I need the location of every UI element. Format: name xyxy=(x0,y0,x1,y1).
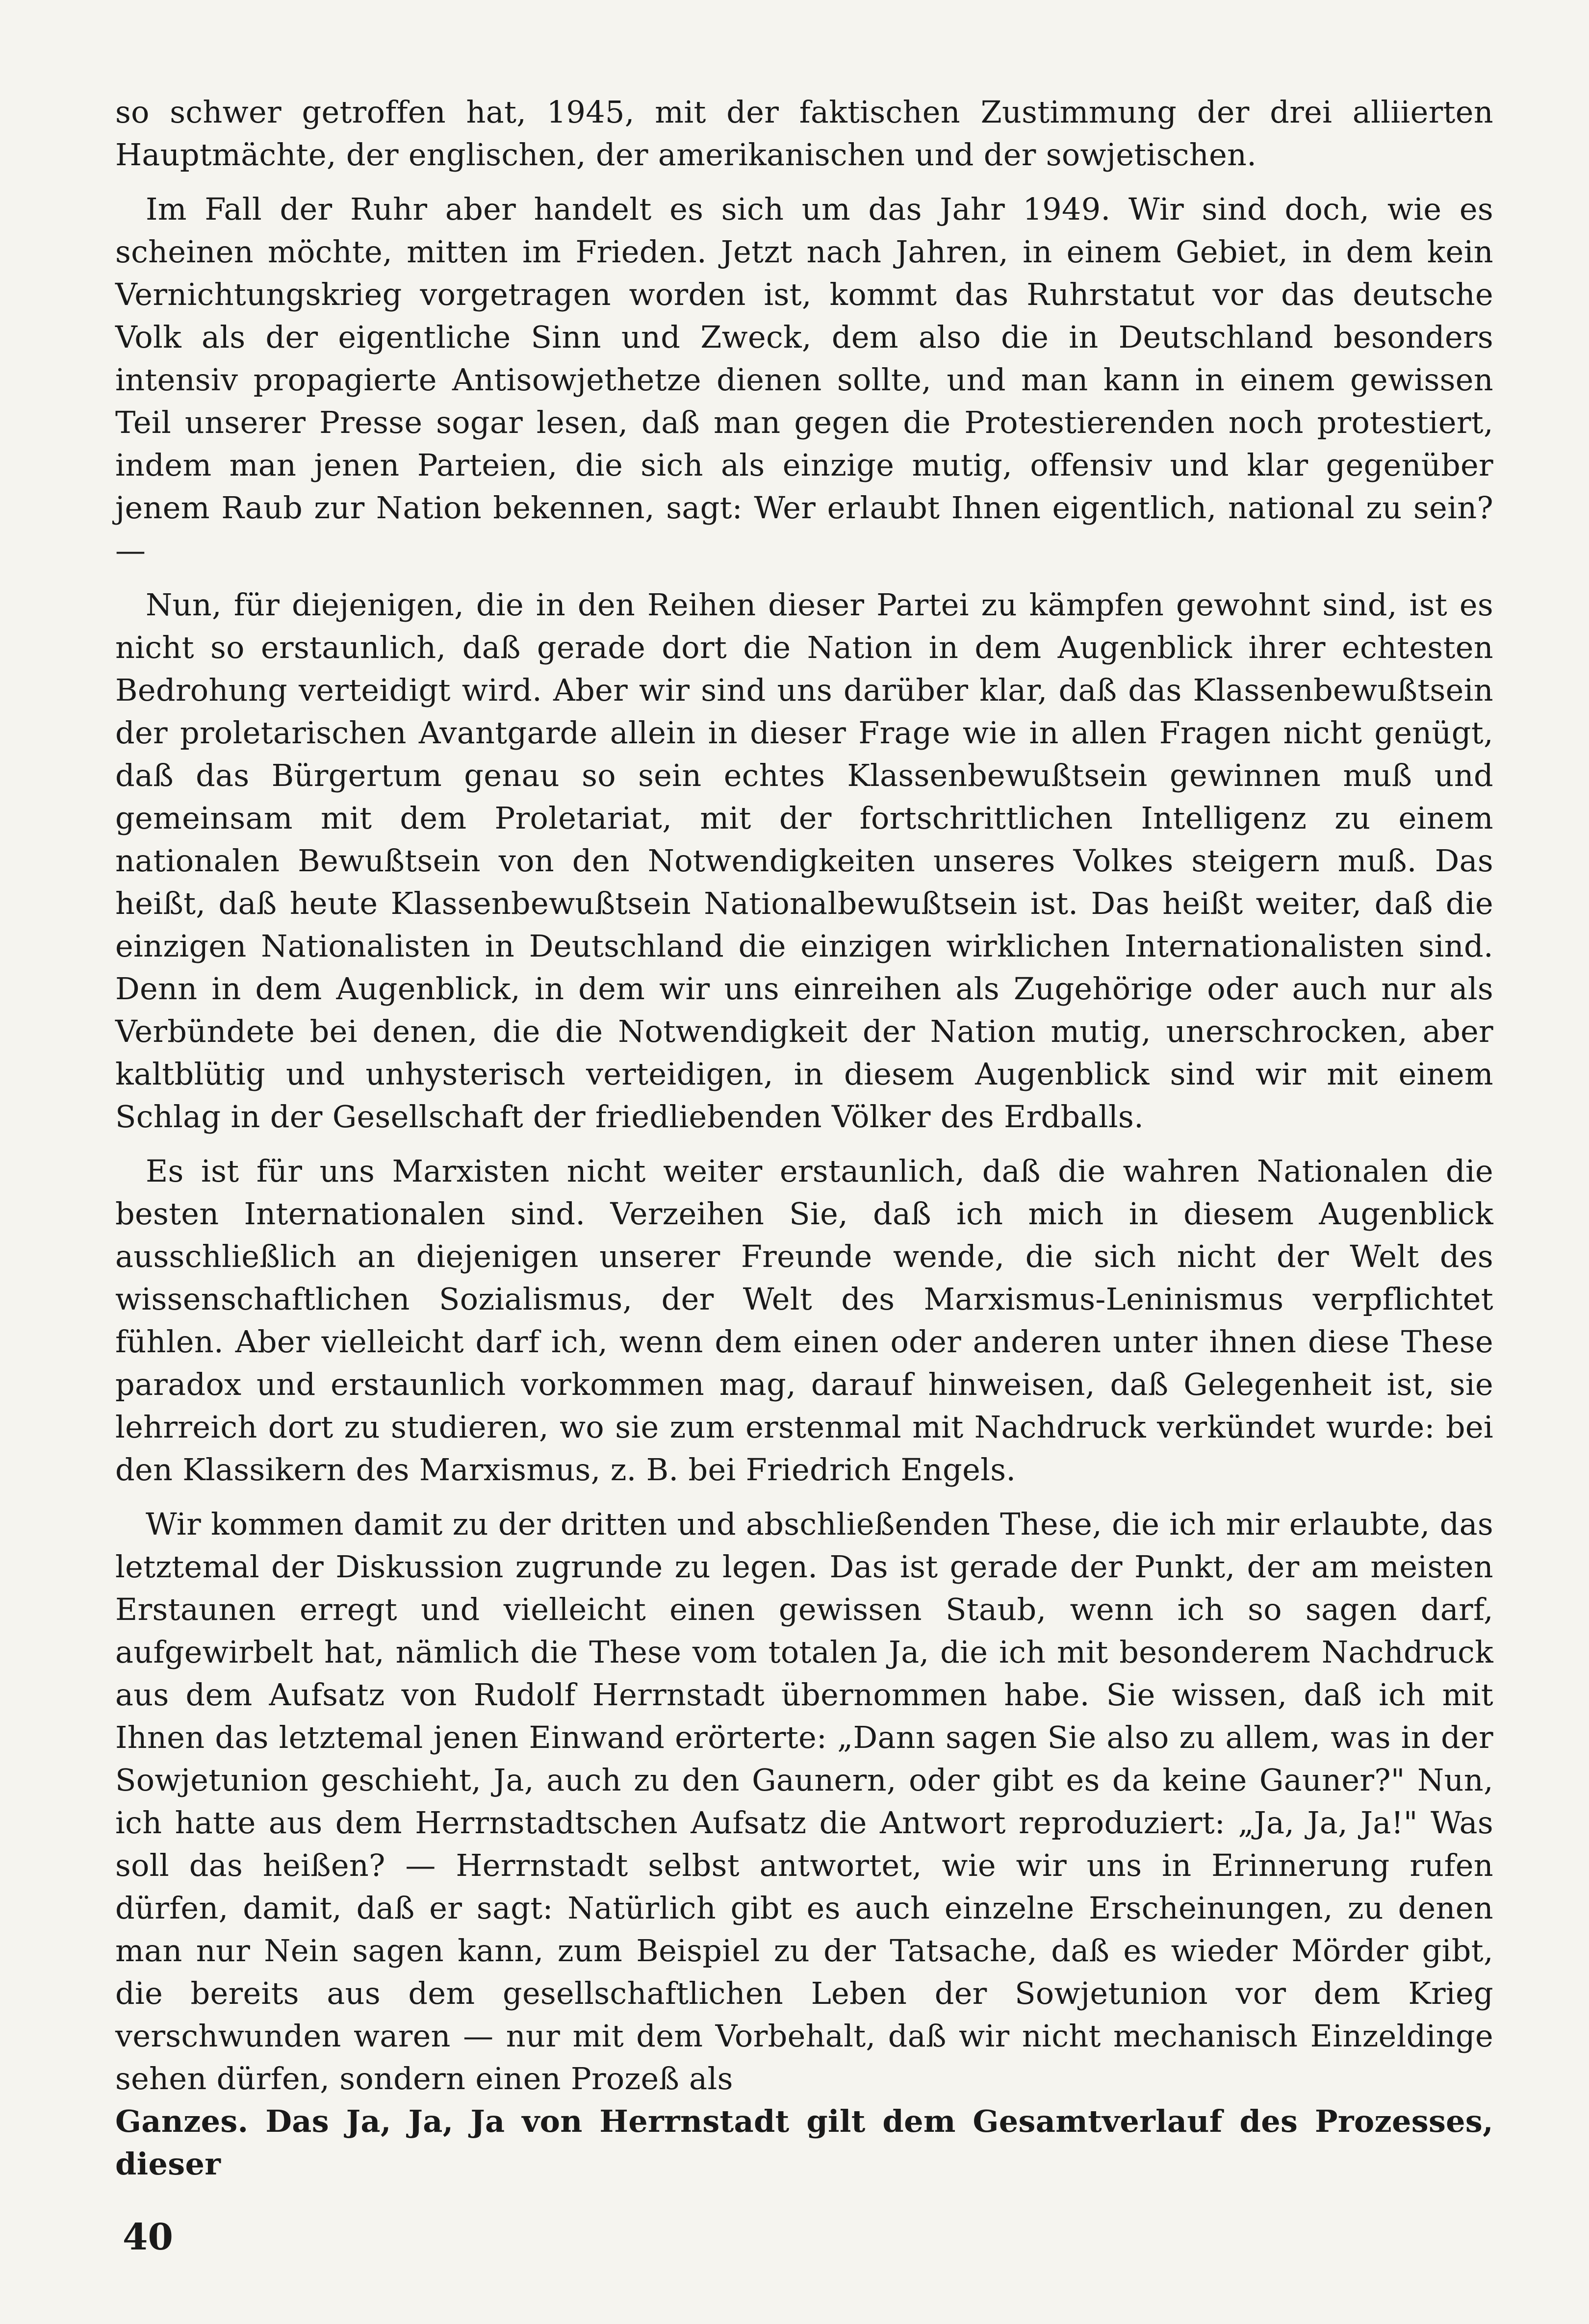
page-body xyxy=(115,91,1493,2197)
paragraph-1: so schwer getroffen hat, 1945, mit der faktischen Zustimmung der drei alliierten Hauptmächte, der englischen, der amerikanischen und der sowjetischen. xyxy=(115,94,1493,173)
paragraph-4: Es ist für uns Marxisten nicht weiter erstaunlich, daß die wahren Nationalen die besten Internationalen sind. Verzeihen Sie, daß ich mich in diesem Augenblick ausschließlich an diejenigen unserer Freunde wende, die sich nicht der Welt des wissenschaftlichen Sozialismus, der Welt des Marxismus-Leninismus verpflichtet fühlen. Aber vielleicht darf ich, wenn dem einen oder anderen unter ihnen diese These paradox und erstaunlich vorkommen mag, darauf hinweisen, daß Gelegenheit ist, sie lehrreich dort zu studieren, wo sie zum erstenmal mit Nachdruck verkündet wurde: bei den Klassikern des Marxismus, z. B. bei Friedrich Engels. xyxy=(115,1153,1493,1488)
paragraph-5: Wir kommen damit zu der dritten und abschließenden These, die ich mir erlaubte, das letztemal der Diskussion zugrunde zu legen. Das ist gerade der Punkt, der am meisten Erstaunen erregt und vielleicht einen gewissen Staub, wenn ich so sagen darf, aufgewirbelt hat, nämlich die These vom totalen Ja, die ich mit besonderem Nachdruck aus dem Aufsatz von Rudolf Herrnstadt übernommen habe. Sie wissen, daß ich mit Ihnen das letztemal jenen Einwand erörterte: „Dann sagen Sie also zu allem, was in der Sowjetunion geschieht, Ja, auch zu den Gaunern, oder gibt es da keine Gauner?" Nun, ich hatte aus dem Herrnstadtschen Aufsatz die Antwort reproduziert: „Ja, Ja, Ja!" Was soll das heißen? — Herrnstadt selbst antwortet, wie wir uns in Erinnerung rufen dürfen, damit, daß er sagt: Natürlich gibt es auch einzelne Erscheinungen, zu denen man nur Nein sagen kann, zum Beispiel zu der Tatsache, daß es wieder Mörder gibt, die bereits aus dem gesellschaftlichen Leben der Sowjetunion vor dem Krieg verschwunden waren — nur mit dem Vorbehalt, daß wir nicht mechanisch Einzeldinge sehen dürfen, sondern einen Prozeß als xyxy=(115,1506,1493,2097)
page-number: 40 xyxy=(123,2216,173,2258)
paragraph-2: Im Fall der Ruhr aber handelt es sich um das Jahr 1949. Wir sind doch, wie es scheinen möchte, mitten im Frieden. Jetzt nach Jahren, in einem Gebiet, in dem kein Vernichtungskrieg vorgetragen worden ist, kommt das Ruhrstatut vor das deutsche Volk als der eigentliche Sinn und Zweck, dem also die in Deutschland besonders intensiv propagierte Antisowjethetze dienen sollte, und man kann in einem gewissen Teil unserer Presse sogar lesen, daß man gegen die Protestierenden noch protestiert, indem man jenen Parteien, die sich als einzige mutig, offensiv und klar gegenüber jenem Raub zur Nation bekennen, sagt: Wer erlaubt Ihnen eigentlich, national zu sein? — xyxy=(115,191,1493,568)
paragraph-3: Nun, für diejenigen, die in den Reihen dieser Partei zu kämpfen gewohnt sind, ist es nicht so erstaunlich, daß gerade dort die Nation in dem Augenblick ihrer echtesten Bedrohung verteidigt wird. Aber wir sind uns darüber klar, daß das Klassenbewußtsein der proletarischen Avantgarde allein in dieser Frage wie in allen Fragen nicht genügt, daß das Bürgertum genau so sein echtes Klassenbewußtsein gewinnen muß und gemeinsam mit dem Proletariat, mit der fortschrittlichen Intelligenz zu einem nationalen Bewußtsein von den Notwendigkeiten unseres Volkes steigern muß. Das heißt, daß heute Klassenbewußtsein Nationalbewußtsein ist. Das heißt weiter, daß die einzigen Nationalisten in Deutschland die einzigen wirklichen Internationalisten sind. Denn in dem Augenblick, in dem wir uns einreihen als Zugehörige oder auch nur als Verbündete bei denen, die die Notwendigkeit der Nation mutig, unerschrocken, aber kaltblütig und unhysterisch verteidigen, in diesem Augenblick sind wir mit einem Schlag in der Gesellschaft der friedliebenden Völker des Erdballs. xyxy=(115,587,1493,1135)
paragraph-6-continuation: Ganzes. Das Ja, Ja, Ja von Herrnstadt gilt dem Gesamtverlauf des Prozesses, dieser xyxy=(115,2103,1493,2182)
